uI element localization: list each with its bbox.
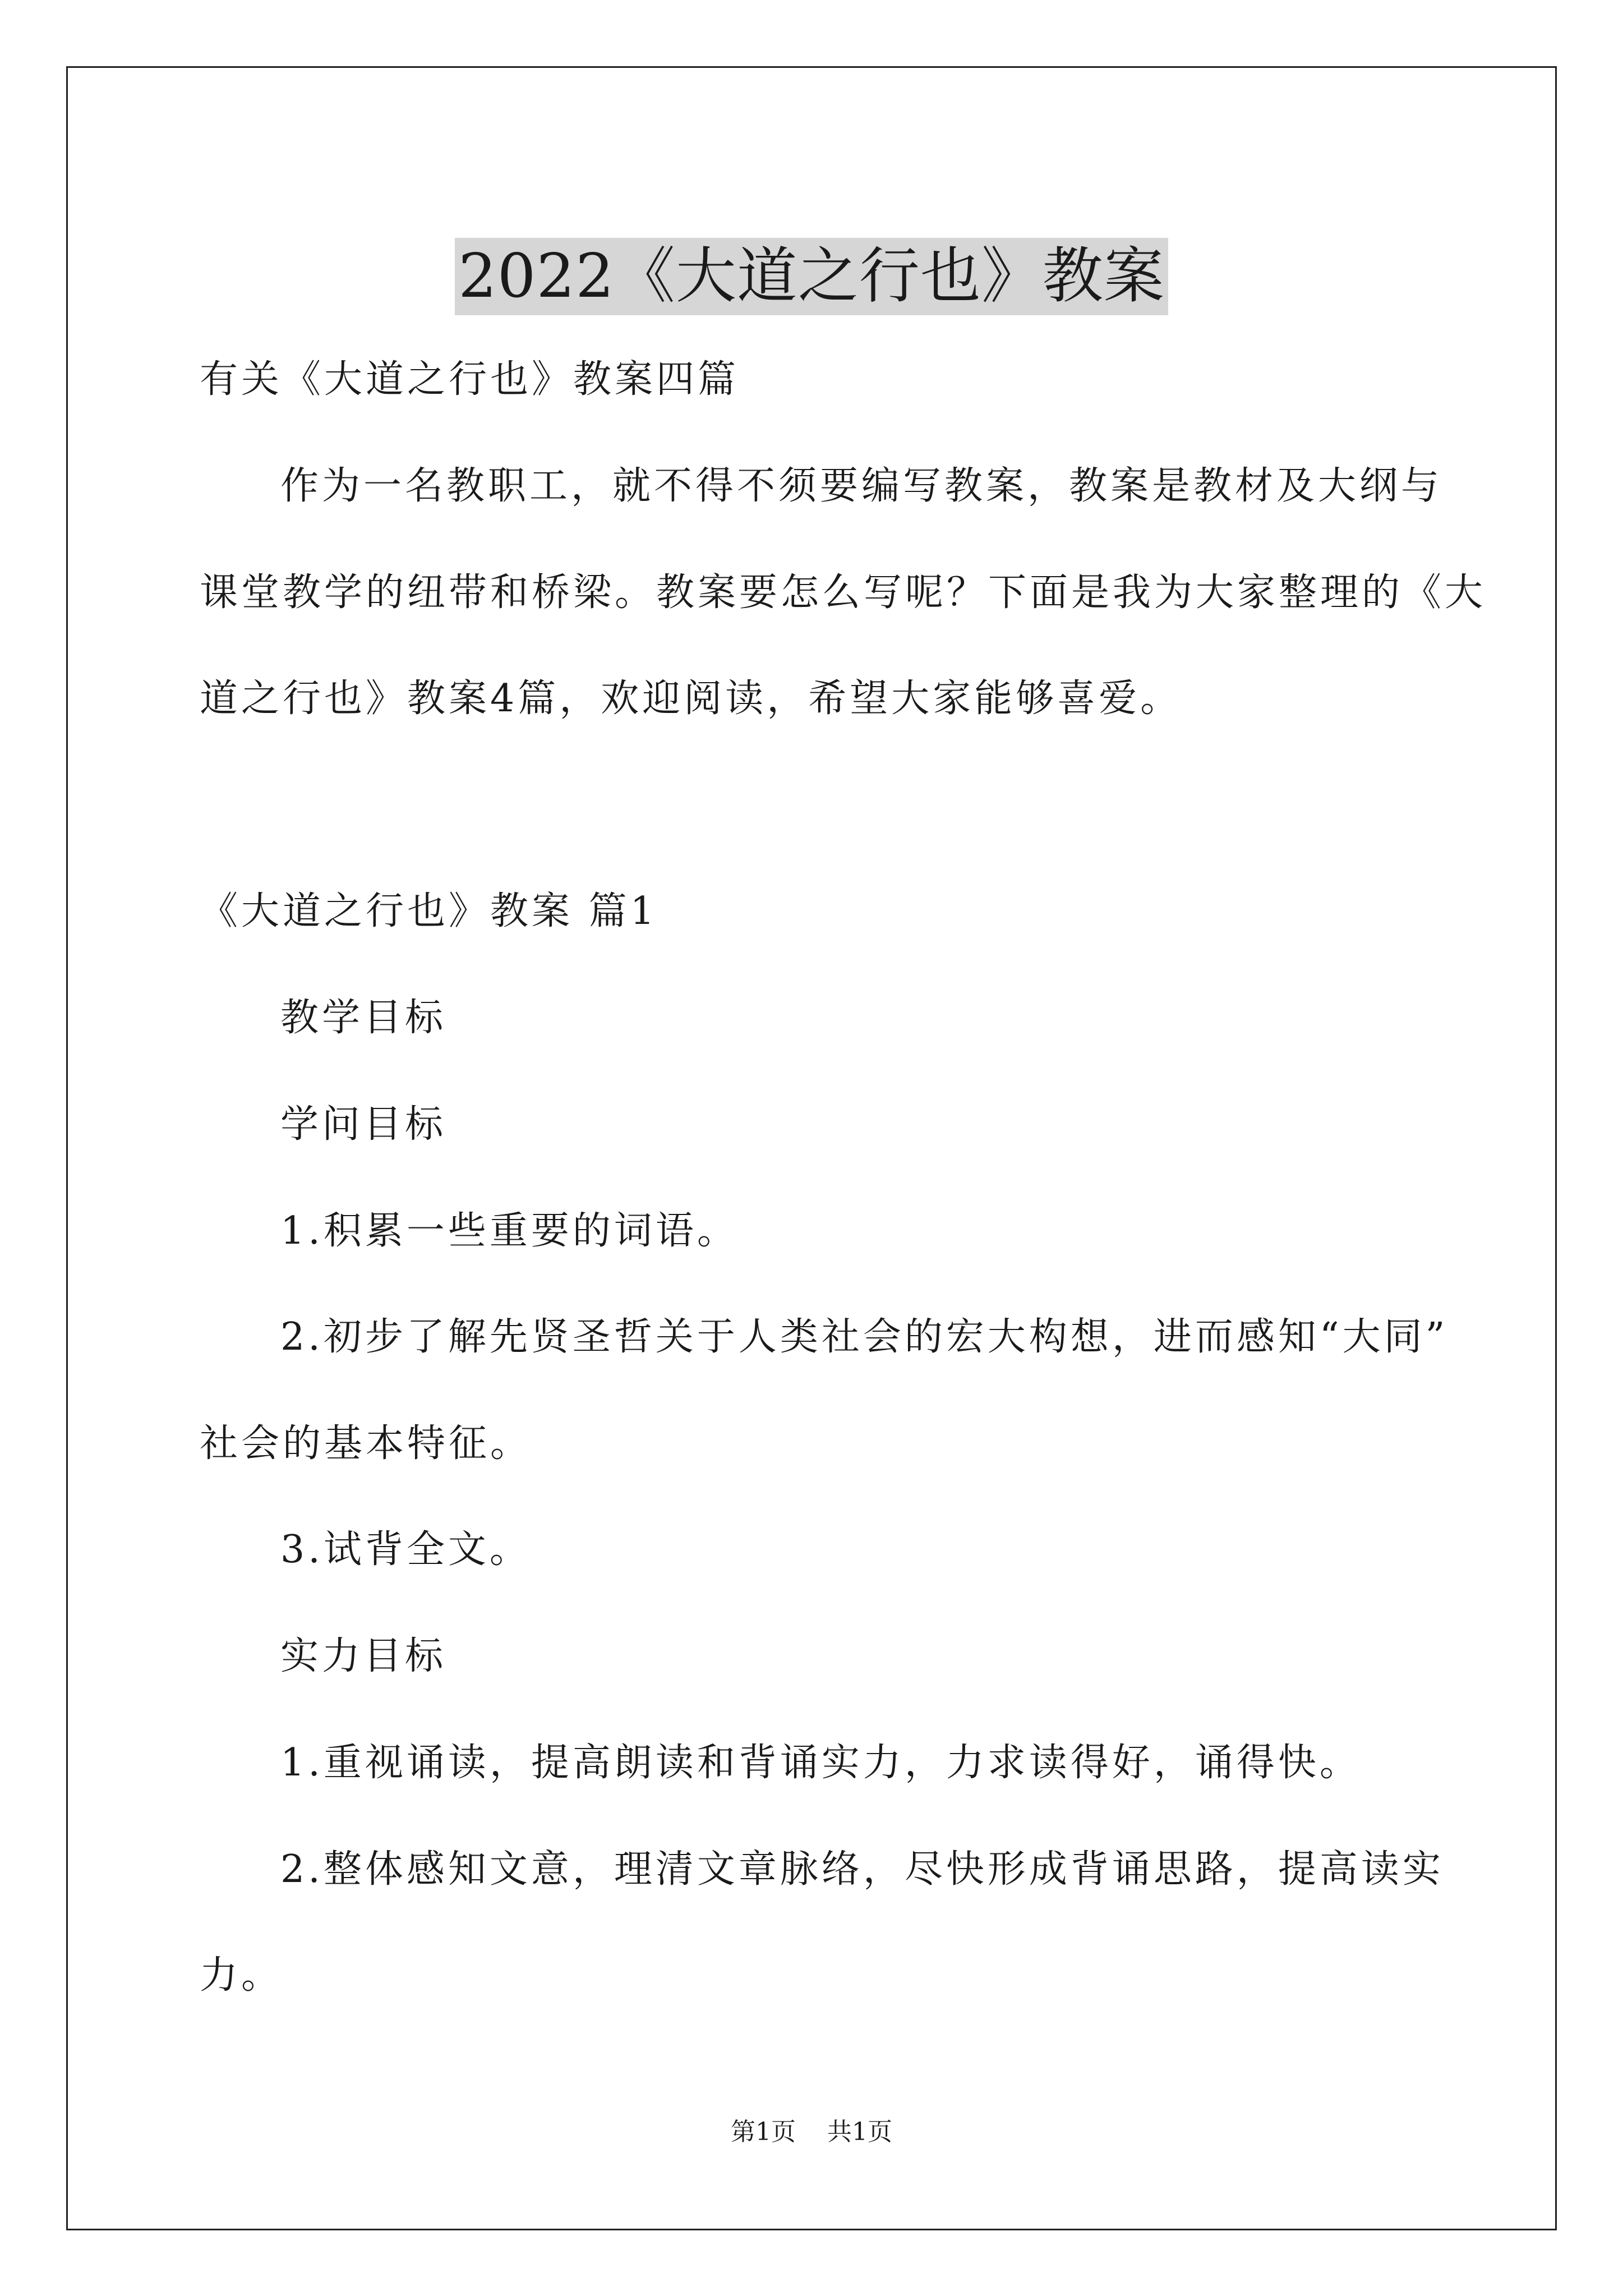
section-heading-1: 《大道之行也》教案 篇1 — [200, 889, 658, 933]
goal-item: 3.试背全文。 — [280, 1527, 531, 1572]
heading-knowledge-goals: 学问目标 — [280, 1102, 447, 1147]
heading-teaching-goals: 教学目标 — [280, 996, 447, 1040]
page-title: 2022《大道之行也》教案 — [455, 238, 1168, 315]
goal-item: 2.初步了解先贤圣哲关于人类社会的宏大构想，进而感知“大同” — [280, 1315, 1449, 1359]
intro-line-1: 作为一名教职工，就不得不须要编写教案，教案是教材及大纲与 — [280, 464, 1443, 508]
goal-item: 1.积累一些重要的词语。 — [280, 1209, 739, 1253]
subtitle-line: 有关《大道之行也》教案四篇 — [200, 357, 740, 402]
page-number-total: 共1页 — [827, 2118, 892, 2146]
goal-item: 2.整体感知文意，理清文章脉络，尽快形成背诵思路，提高读实 — [280, 1847, 1444, 1892]
goal-item-continued: 力。 — [200, 1953, 283, 1998]
intro-line-2: 课堂教学的纽带和桥梁。教案要怎么写呢？下面是我为大家整理的《大 — [200, 570, 1487, 615]
title-container — [0, 197, 1623, 356]
intro-line-3: 道之行也》教案4篇，欢迎阅读，希望大家能够喜爱。 — [200, 677, 1182, 721]
goal-item-continued: 社会的基本特征。 — [200, 1421, 532, 1466]
goal-item: 1.重视诵读，提高朗读和背诵实力，力求读得好，诵得快。 — [280, 1741, 1361, 1785]
heading-ability-goals: 实力目标 — [280, 1634, 447, 1678]
page-number-current: 第1页 — [731, 2118, 796, 2146]
page-footer — [0, 2116, 1623, 2148]
